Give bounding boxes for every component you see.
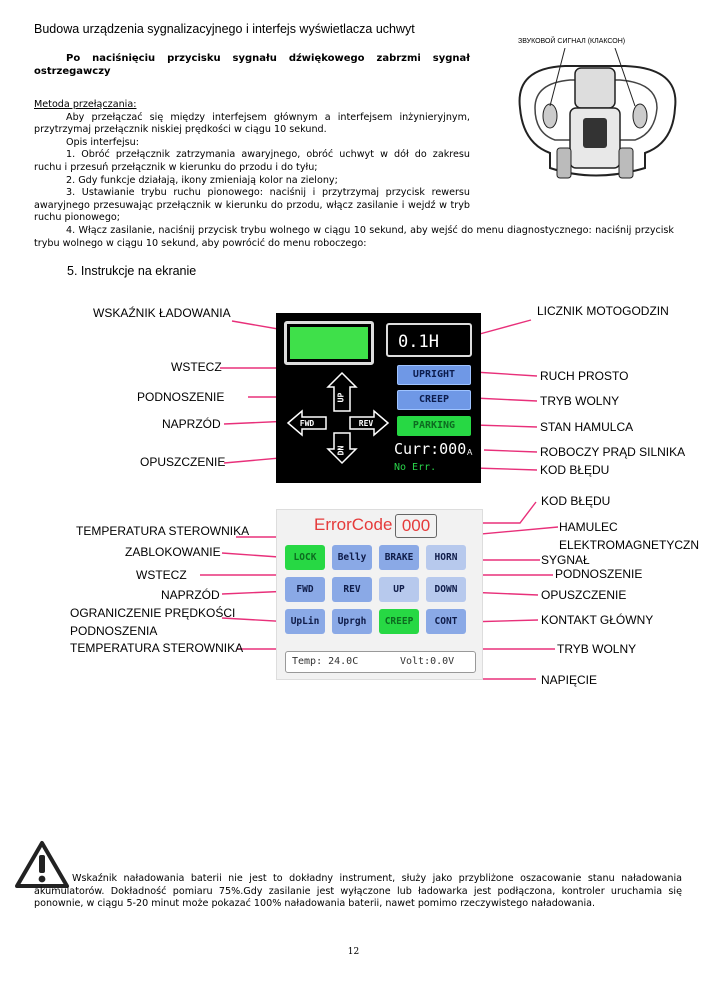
diag-cell-belly: Belly: [332, 545, 372, 570]
label2-brake: HAMULEC: [559, 520, 618, 534]
label-lift: PODNOSZENIE: [137, 390, 225, 404]
method-item-4: 4. Włącz zasilanie, naciśnij przycisk trybu wolnego w ciągu 10 sekund, aby wejść do menu diagnostycznego: naciśnij przycisk trybu wolnego w ciągu 10 sekund, aby powrócić do menu roboczego:: [34, 225, 674, 249]
label2-error-code: KOD BŁĘDU: [541, 494, 611, 508]
method-para: Aby przełączać się między interfejsem głównym a interfejsem inżynieryjnym, przytrzymaj przełącznik niskiej prędkości w ciągu 10 sekund.: [34, 111, 470, 136]
label-creep: TRYB WOLNY: [540, 394, 620, 408]
label2-creep: TRYB WOLNY: [557, 642, 637, 656]
page-title: Budowa urządzenia sygnalizacyjnego i interfejs wyświetlacza uchwyt: [34, 22, 415, 36]
handle-caption: ЗВУКОВОЙ СИГНАЛ (КЛАКСОН): [518, 38, 626, 45]
diag-cell-up: UP: [379, 577, 419, 602]
diag-cell-cont: CONT: [426, 609, 466, 634]
diag-cell-uplin: UpLin: [285, 609, 325, 634]
label-lower: OPUSZCZENIE: [140, 455, 226, 469]
label2-speed-limit: OGRANICZENIE PRĘDKOŚCI: [70, 606, 236, 620]
error-status: No Err.: [394, 462, 437, 473]
status-bar: [285, 651, 476, 673]
label2-controller-temp: TEMPERATURA STEROWNIKA: [76, 524, 250, 538]
main-screen: [276, 313, 481, 483]
diag-cell-lock: LOCK: [285, 545, 325, 570]
arrow-up-label: UP: [336, 392, 346, 403]
diag-cell-rev: REV: [332, 577, 372, 602]
hour-meter: 0.1H: [386, 323, 472, 357]
error-code-label: ErrorCode: [314, 515, 393, 534]
temperature-readout: Temp: 24.0C: [292, 656, 359, 667]
battery-indicator: [284, 321, 374, 365]
label-error-code: KOD BŁĘDU: [540, 463, 610, 477]
method-heading: Metoda przełączania:: [34, 99, 137, 110]
label2-reverse: WSTECZ: [136, 568, 187, 582]
diag-cell-uprgh: Uprgh: [332, 609, 372, 634]
label2-lock: ZABLOKOWANIE: [125, 545, 221, 559]
diagnostic-screen: [276, 509, 483, 680]
label-upright: RUCH PROSTO: [540, 369, 629, 383]
page-number: 12: [347, 947, 360, 957]
label2-controller-temp-2: TEMPERATURA STEROWNIKA: [70, 641, 244, 655]
diag-cell-brake: BRAKE: [379, 545, 419, 570]
arrow-fwd-label: FWD: [299, 419, 315, 428]
diag-cell-horn: HORN: [426, 545, 466, 570]
label2-lower: OPUSZCZENIE: [541, 588, 627, 602]
arrow-down-label: DN: [336, 445, 346, 456]
creep-indicator: CREEP: [397, 390, 471, 410]
parking-indicator: PARKING: [397, 416, 471, 436]
label-motor-current: ROBOCZY PRĄD SILNIKA: [540, 445, 686, 459]
section-title: 5. Instrukcje na ekranie: [67, 264, 197, 278]
label2-lift: PODNOSZENIE: [555, 567, 643, 581]
label2-voltage: NAPIĘCIE: [541, 673, 598, 687]
motor-current-readout: Curr:000: [394, 440, 467, 458]
battery-fill: [290, 327, 368, 359]
label2-speed-limit-2: PODNOSZENIA: [70, 624, 158, 638]
method-item: 2. Gdy funkcje działają, ikony zmieniają kolor na zielony;: [66, 174, 338, 186]
voltage-readout: Volt:0.0V: [400, 656, 455, 667]
label-brake-state: STAN HAMULCA: [540, 420, 634, 434]
battery-warning: Wskaźnik naładowania baterii nie jest to dokładny instrument, służy jako przybliżone oszacowanie stanu naładowania akumulatorów. Dokładność pomiaru 75%.Gdy zasilanie jest wyłączone lub ładowarka jest podłączona, kontroler uruchamia się ponownie, w ciągu 5-20 minut może pokazać 100% naładowania baterii, nawet pomimo rzeczywistego naładowania.: [34, 873, 682, 910]
interface-desc-heading: Opis interfejsu:: [66, 136, 139, 148]
error-code-value: 000: [395, 514, 437, 538]
diag-cell-fwd: FWD: [285, 577, 325, 602]
label2-horn: SYGNAŁ: [541, 553, 590, 567]
method-item: 3. Ustawianie trybu ruchu pionowego: naciśnij i przytrzymaj przycisk rewersu awaryjnego przesuwając przełącznik w kierunku do przodu, włącz zasilanie i wejdź w tryb ruchu pionowego;: [34, 187, 470, 224]
method-item: 1. Obróć przełącznik zatrzymania awaryjnego, obróć uchwyt w dół do zakresu ruchu i przesuń przełącznik w kierunku do przodu i do tyłu;: [34, 149, 470, 173]
label-reverse: WSTECZ: [171, 360, 222, 374]
diag-cell-down: DOWN: [426, 577, 466, 602]
horn-note: Po naciśnięciu przycisku sygnału dźwiękowego zabrzmi sygnał ostrzegawczy: [34, 53, 470, 77]
label2-forward: NAPRZÓD: [161, 588, 220, 602]
diag-cell-creep: CREEP: [379, 609, 419, 634]
upright-indicator: UPRIGHT: [397, 365, 471, 385]
label2-brake-2: ELEKTROMAGNETYCZN: [559, 538, 700, 552]
arrow-rev-label: REV: [358, 419, 374, 428]
current-unit: A: [467, 448, 473, 457]
label-forward: NAPRZÓD: [162, 417, 221, 431]
label2-main-contactor: KONTAKT GŁÓWNY: [541, 613, 654, 627]
label-charge-indicator: WSKAŹNIK ŁADOWANIA: [93, 306, 231, 320]
label-hour-meter: LICZNIK MOTOGODZIN: [537, 304, 669, 318]
